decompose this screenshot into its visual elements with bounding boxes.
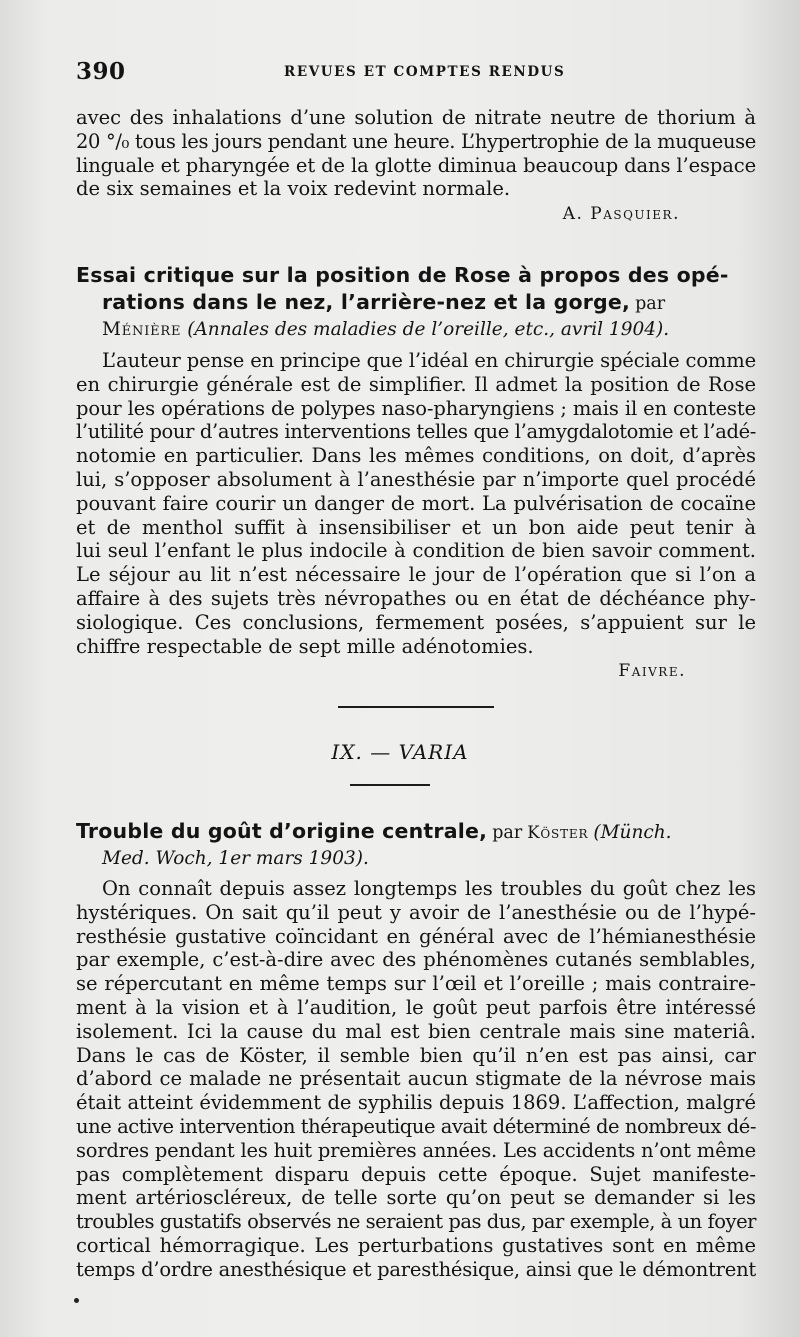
text-line: pour les opérations de polypes naso-pharyngiens ; mais il en conteste [76,396,756,420]
text-line: était atteint évidemment de syphilis depuis 1869. L’affection, malgré [76,1091,756,1115]
article-trouble-gout [76,818,756,1282]
text-line: 20 °/₀ tous les jours pendant une heure. L’hypertrophie de la muqueuse [76,129,756,153]
text-line: lui seul l’enfant le plus indocile à condition de bien savoir comment. [76,539,756,563]
article-by: par [492,823,523,843]
text-line: On connaît depuis assez longtemps les troubles du goût chez les [102,877,756,900]
section-heading: IX. — VARIA [331,740,469,764]
text-line: troubles gustatifs observés ne seraient pas dus, par exemple, à un foyer [76,1210,757,1234]
text-line: Le séjour au lit n’est nécessaire le jour de l’opération que si l’on a [76,563,756,587]
section-rule-top [338,706,494,708]
text-line: L’auteur pense en principe que l’idéal en chirurgie spéciale comme [102,349,756,372]
text-line: lui, s’opposer absolument à l’anesthésie par n’importe quel procédé [76,467,756,491]
article-title-line-2 [76,289,756,316]
text-line: se répercutant en même temps sur l’œil et l’oreille ; mais contraire- [76,972,756,996]
text-line: et de menthol suffit à insensibiliser et un bon aide peut tenir à [76,515,756,539]
text-line: sordres pendant les huit premières années. Les accidents n’ont même [76,1138,756,1162]
text-line: une active intervention thérapeutique avait déterminé de nombreux dé- [76,1114,756,1138]
text-line: d’abord ce malade ne présentait aucun stigmate de la névrose mais [76,1067,756,1091]
text-line: ment artérioscléreux, de telle sorte qu’on peut se demander si les [76,1186,756,1210]
signature-faivre: Faivre. [618,661,686,682]
text-line: pouvant faire courir un danger de mort. La pulvérisation de cocaïne [76,491,756,515]
article-author: Ménière [102,319,182,340]
text-line: isolement. Ici la cause du mal est bien centrale mais sine materiâ. [76,1019,756,1043]
text-line: ment à la vision et à l’audition, le goût peut parfois être intéressé [76,995,756,1019]
article-rose-position [76,262,756,684]
text-line: par exemple, c’est-à-dire avec des phénomènes cutanés semblables, [76,948,756,972]
page-header [76,58,756,88]
text-line: de six semaines et la voix redevint normale. [76,177,511,201]
text-line: en chirurgie générale est de simplifier. Il admet la position de Rose [76,372,756,396]
text-line: affaire à des sujets très névropathes ou en état de déchéance phy- [76,586,756,610]
running-head: REVUES ET COMPTES RENDUS [284,64,566,80]
article-source: (Münch. [593,822,672,843]
article-title-line-1 [76,818,756,845]
text-line: l’utilité pour d’autres interventions telles que l’amygdalotomie et l’adé- [76,420,756,444]
ink-speck [74,1298,79,1303]
article-source: (Annales des maladies de l’oreille, etc., avril 1904). [187,319,670,340]
article-title-cont: rations dans le nez, l’arrière-nez et la gorge, [102,290,631,314]
page-number: 390 [76,58,126,85]
article-citation [76,316,756,343]
article-source-cont: Med. Woch, 1er mars 1903). [102,848,369,869]
text-line: hystériques. On sait qu’il peut y avoir de l’anesthésie ou de l’hypé- [76,900,756,924]
text-line: Dans le cas de Köster, il semble bien qu’il n’en est pas ainsi, car [76,1043,756,1067]
text-line: notomie en particulier. Dans les mêmes conditions, on doit, d’après [76,444,756,468]
text-line: pas complètement disparu depuis cette époque. Sujet manifeste- [76,1162,756,1186]
text-line: siologique. Ces conclusions, fermement posées, s’appuient sur le [76,610,756,634]
text-line: temps d’ordre anesthésique et paresthésique, ainsi que le démontrent [76,1257,756,1281]
text-line: linguale et pharyngée et de la glotte diminua beaucoup dans l’espace [76,153,756,177]
text-line: avec des inhalations d’une solution de nitrate neutre de thorium à [76,106,756,129]
section-rule-bottom [350,784,430,786]
article-by: par [635,294,666,314]
intro-paragraph [76,106,756,227]
signature-pasquier: A. Pasquier. [562,204,680,225]
text-line: cortical hémorragique. Les perturbations gustatives sont en même [76,1233,756,1257]
article-title: Trouble du goût d’origine centrale, [76,819,488,843]
text-line: resthésie gustative coïncidant en général avec de l’hémianesthésie [76,924,756,948]
article-title: Essai critique sur la position de Rose à propos des opé- [76,263,729,287]
text-line: chiffre respectable de sept mille adénotomies. [76,634,534,658]
article-author: Köster [527,823,589,842]
article-title-line-1 [76,262,756,289]
